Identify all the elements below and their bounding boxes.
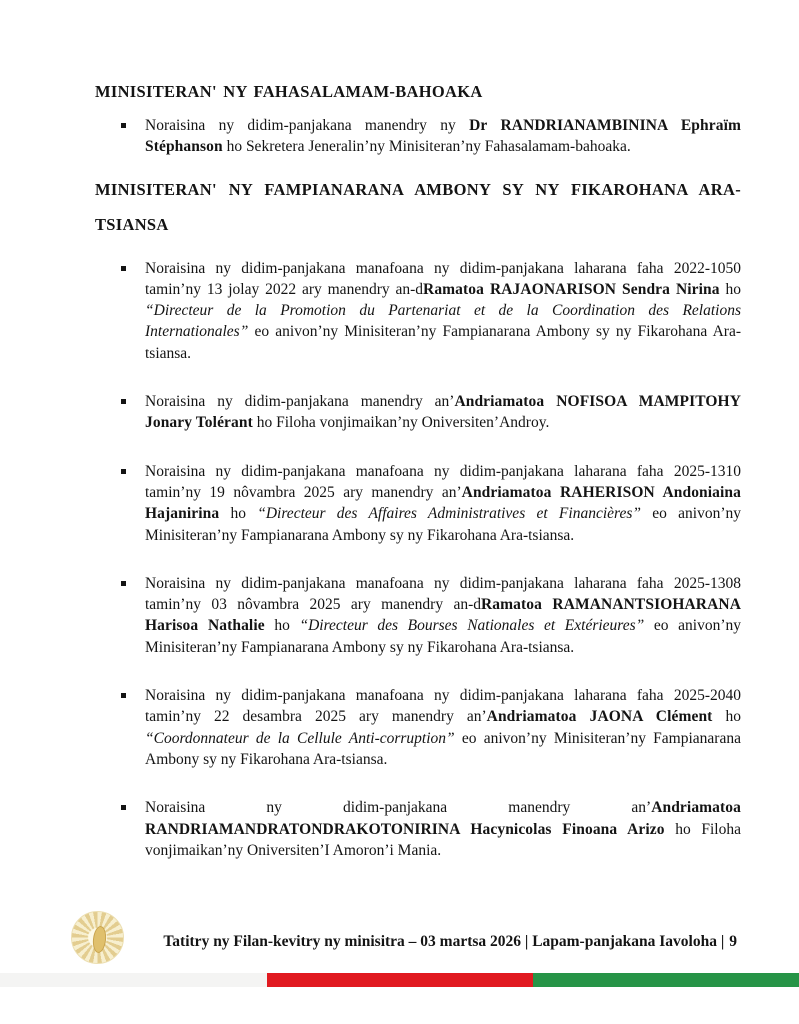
list-item	[95, 797, 741, 861]
bullet-icon	[121, 266, 126, 271]
ministry-seal-icon	[71, 911, 124, 964]
flag-color-bar	[0, 973, 799, 987]
bullet-column	[95, 391, 145, 434]
page-footer	[150, 931, 737, 952]
bullet-column	[95, 461, 145, 546]
item-text: Noraisina ny didim-panjakana manendry ny Dr RANDRIANAMBININA Ephraïm Stéphanson ho Sekretera Jeneralin’ny Minisiteran’ny Fahasalamam-bahoaka.	[145, 117, 741, 156]
bullet-icon	[121, 123, 126, 128]
bullet-column	[95, 115, 145, 158]
item-text: Noraisina ny didim-panjakana manafoana ny didim-panjakana laharana faha 2025-2040 tamin’ny 22 desambra 2025 ary manendry an’Andriamatoa JAONA Clément ho “Coordonnateur de la Cellule Anti-corruption” eo anivon’ny Minisiteran’ny Fampianarana Ambony sy ny Fikarohana Ara-tsiansa.	[145, 687, 741, 768]
item-text: Noraisina ny didim-panjakana manafoana ny didim-panjakana laharana faha 2025-1310 tamin’ny 19 nôvambra 2025 ary manendry an’Andriamatoa RAHERISON Andoniaina Hajanirina ho “Directeur des Affaires Administratives et Financières” eo anivon’ny Minisiteran’ny Fampianarana Ambony sy ny Fikarohana Ara-tsiansa.	[145, 462, 742, 544]
section-heading: MINISITERAN' NY FAHASALAMAM-BAHOAKA	[95, 82, 483, 101]
item-text: Noraisina ny didim-panjakana manendry an’Andriamatoa RANDRIAMANDRATONDRAKOTONIRINA Hacynicolas Finoana Arizo ho Filoha vonjimaikan’ny Oniversiten’I Amoron’i Mania.	[145, 799, 741, 859]
item-text: Noraisina ny didim-panjakana manendry an’Andriamatoa NOFISOA MAMPITOHY Jonary Tolérant ho Filoha vonjimaikan’ny Oniversiten’Androy.	[145, 393, 741, 432]
section-items	[95, 115, 741, 158]
section-items	[95, 258, 741, 862]
list-item	[95, 685, 741, 770]
page-number: 9	[729, 933, 737, 950]
section-heading: MINISITERAN' NY FAMPIANARANA AMBONY SY NY FIKAROHANA ARA-TSIANSA	[95, 179, 741, 234]
item-text: Noraisina ny didim-panjakana manafoana ny didim-panjakana laharana faha 2022-1050 tamin’ny 13 jolay 2022 ary manendry an-dRamatoa RAJAONARISON Sendra Nirina ho “Directeur de la Promotion du Partenariat et de la Coordination des Relations Internationales” eo anivon’ny Minisiteran’ny Fampianarana Ambony sy ny Fikarohana Ara-tsiansa.	[145, 259, 742, 362]
seal-center-ornament	[92, 925, 108, 953]
bullet-icon	[121, 581, 126, 586]
bullet-column	[95, 797, 145, 861]
document-body	[95, 74, 741, 888]
list-item	[95, 461, 741, 546]
list-item	[95, 258, 741, 364]
flag-green-segment	[533, 973, 799, 987]
bullet-column	[95, 258, 145, 364]
flag-white-segment	[0, 973, 267, 987]
item-text: Noraisina ny didim-panjakana manafoana ny didim-panjakana laharana faha 2025-1308 tamin’ny 03 nôvambra 2025 ary manendry an-dRamatoa RAMANANTSIOHARANA Harisoa Nathalie ho “Directeur des Bourses Nationales et Extérieures” eo anivon’ny Minisiteran’ny Fampianarana Ambony sy ny Fikarohana Ara-tsiansa.	[145, 574, 742, 656]
bullet-column	[95, 573, 145, 658]
footer-text: Tatitry ny Filan-kevitry ny minisitra – 03 martsa 2026 | Lapam-panjakana Iavoloha |	[163, 933, 725, 950]
bullet-icon	[121, 693, 126, 698]
bullet-icon	[121, 399, 126, 404]
list-item	[95, 391, 741, 434]
list-item	[95, 573, 741, 658]
list-item	[95, 115, 741, 158]
bullet-column	[95, 685, 145, 770]
bullet-icon	[121, 805, 126, 810]
bullet-icon	[121, 469, 126, 474]
flag-red-segment	[267, 973, 533, 987]
